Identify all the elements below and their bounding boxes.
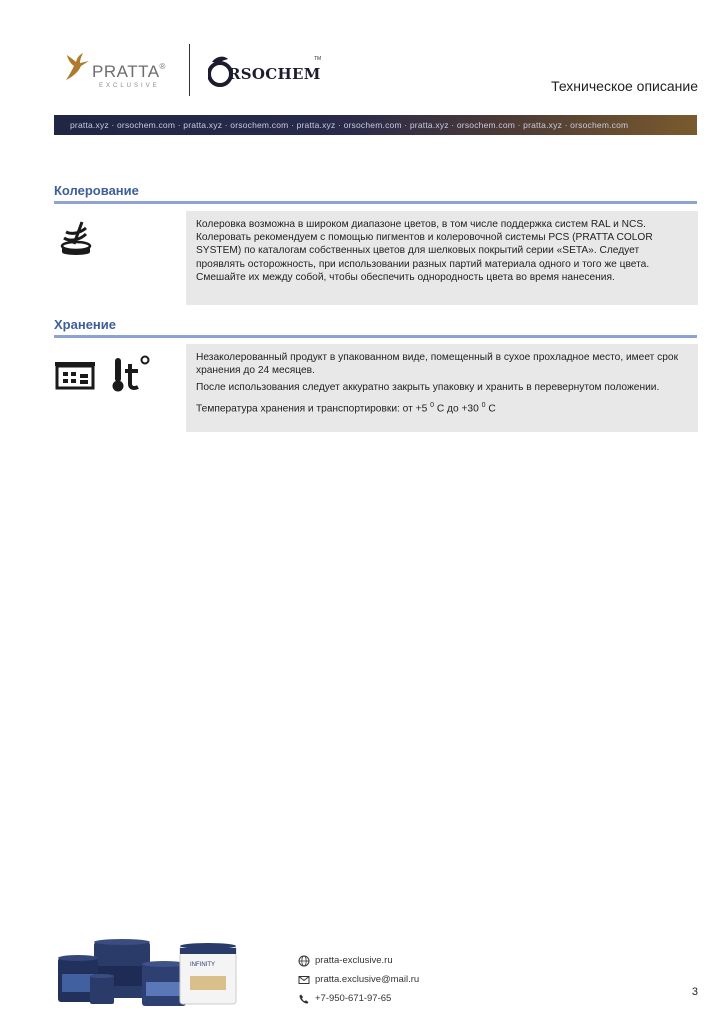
- product-buckets-image: [56, 936, 242, 1008]
- section-title-storage: Хранение: [54, 317, 116, 332]
- url-banner: pratta.xyz · orsochem.com · pratta.xyz · orsochem.com · pratta.xyz · orsochem.com · pratta.xyz · orsochem.com · pratta.xyz · orsochem.com: [54, 115, 697, 135]
- header-divider: [189, 44, 190, 96]
- tinting-icon-area: [54, 218, 174, 268]
- tinting-text-box: [186, 211, 698, 305]
- phone-icon: [298, 993, 310, 1005]
- tinting-paragraph: Колеровка возможна в широком диапазоне цветов, в том числе поддержка систем RAL и NCS. Колеровать рекомендуем с помощью пигментов и колеровочной системы PCS (PRATTA COLOR SYSTEM) по каталогам собственных цветов для шелковых покрытий серии «SETA». Следует проявлять осторожность, при использовании разных партий материала одного и того же цвета. Смешайте их между собой, чтобы обеспечить однородность цвета во время нанесения.: [196, 219, 653, 283]
- storage-paragraph-1: Незаколерованный продукт в упакованном виде, помещенный в сухое прохладное место, имеет срок хранения до 24 месяцев.: [196, 352, 679, 377]
- phone-link[interactable]: +7-950-671-97-65: [315, 993, 392, 1004]
- warehouse-icon: [54, 360, 96, 390]
- storage-text-box: [186, 344, 698, 432]
- thermometer-icon: [112, 354, 152, 394]
- mixing-bucket-icon: [56, 218, 96, 262]
- document-type-title: Техническое описание: [551, 78, 698, 94]
- pratta-logo: [62, 50, 172, 92]
- email-link[interactable]: pratta.exclusive@mail.ru: [315, 974, 420, 985]
- website-link[interactable]: pratta-exclusive.ru: [315, 955, 393, 966]
- hummingbird-icon: [62, 50, 92, 84]
- contact-phone[interactable]: [298, 989, 419, 1008]
- footer-contacts: [298, 951, 419, 1008]
- contact-email[interactable]: [298, 970, 419, 989]
- contact-website[interactable]: [298, 951, 419, 970]
- section-rule-storage: [54, 335, 697, 338]
- storage-paragraph-2: После использования следует аккуратно закрыть упаковку и хранить в перевернутом положении.: [196, 382, 660, 394]
- storage-temperature: Температура хранения и транспортировки: от +5 $^0$ С до +30 $^0$ С: [196, 401, 496, 414]
- storage-icon-area: [54, 354, 174, 394]
- paint-buckets-illustration: [56, 936, 242, 1008]
- pratta-brand-sub: EXCLUSIVE: [99, 83, 160, 89]
- section-title-tinting: Колерование: [54, 183, 139, 198]
- orsochem-logo: [208, 54, 328, 90]
- orsochem-trademark: TM: [314, 56, 322, 62]
- section-rule-tinting: [54, 201, 697, 204]
- mail-icon: [298, 974, 310, 986]
- product-label: INFINITY: [190, 962, 215, 968]
- globe-icon: [298, 955, 310, 967]
- orsochem-brand-name: RSOCHEM: [228, 65, 321, 83]
- pratta-brand-name: PRATTA®: [92, 62, 166, 81]
- page-number: 3: [691, 986, 698, 998]
